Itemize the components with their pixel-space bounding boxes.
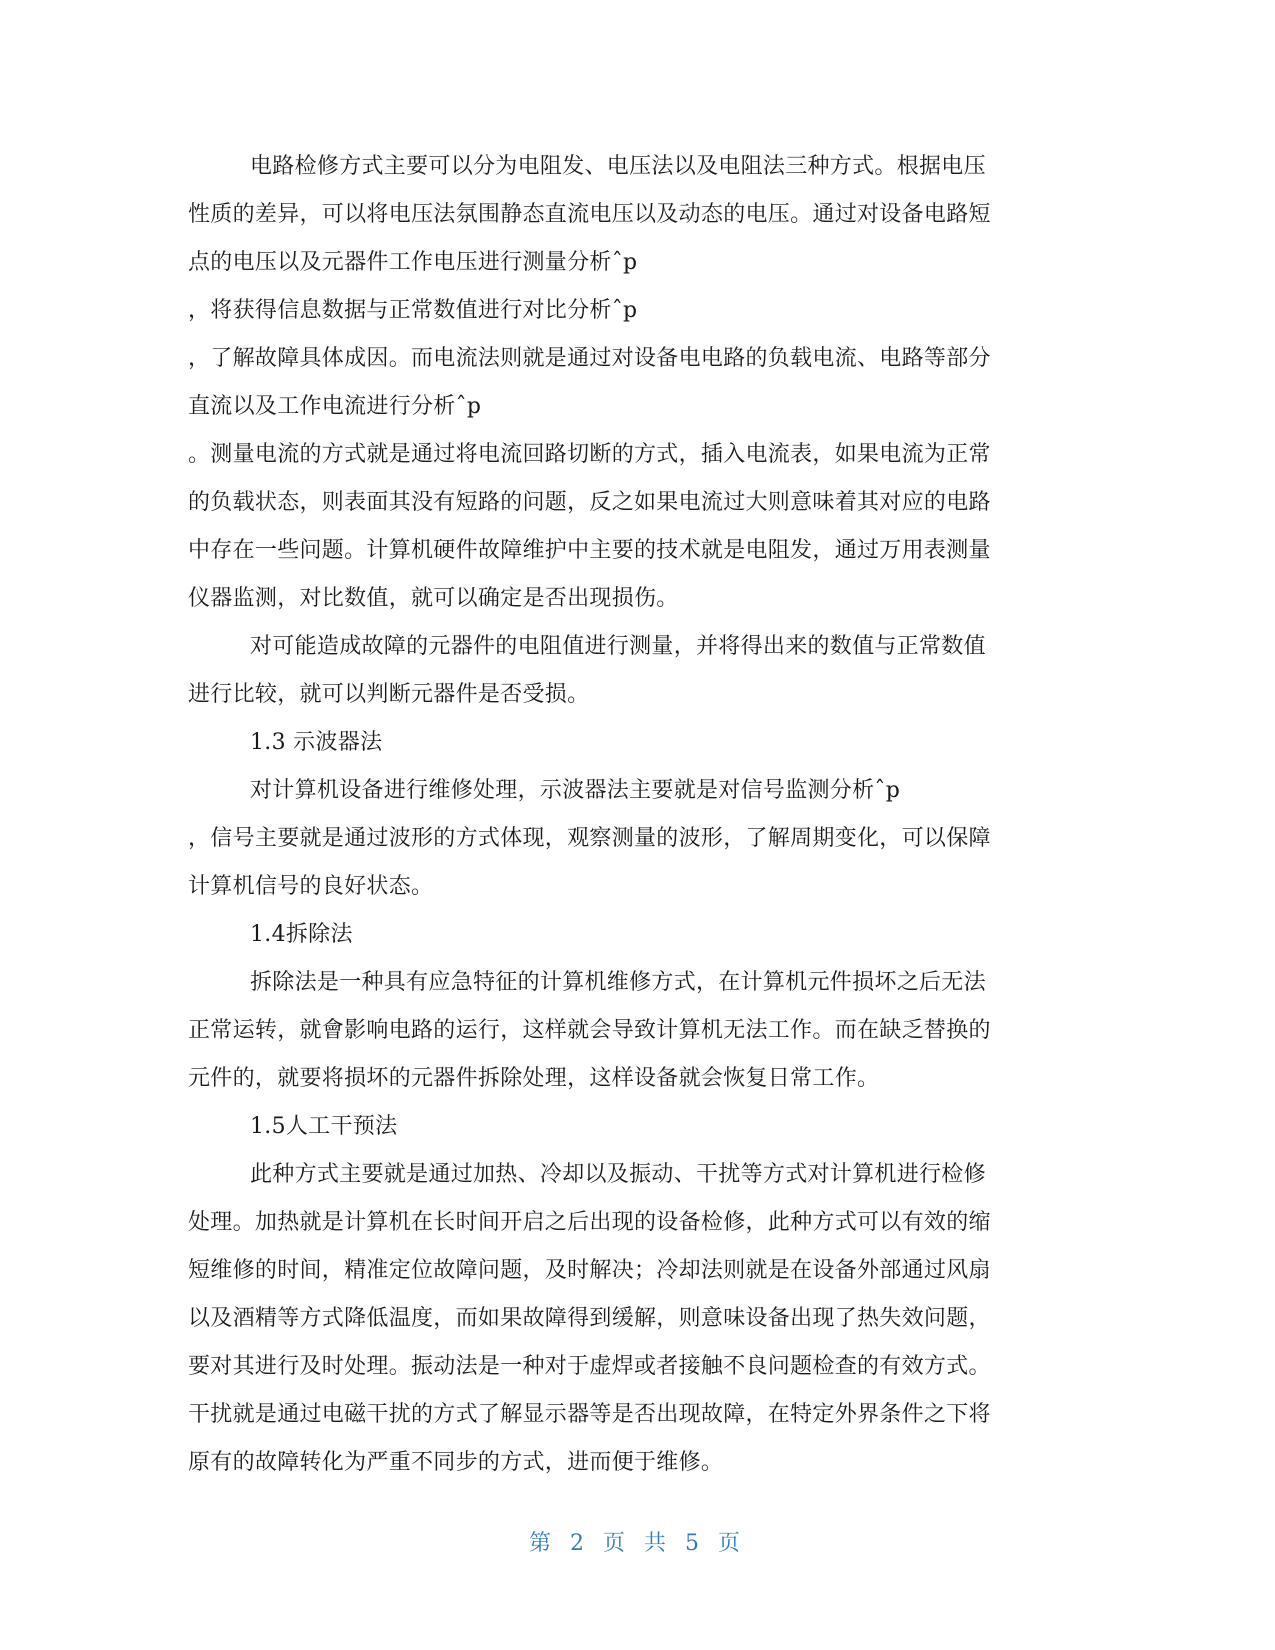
paragraph-line: 中存在一些问题。计算机硬件故障维护中主要的技术就是电阻发，通过万用表测量 xyxy=(188,538,991,563)
paragraph-line: ，信号主要就是通过波形的方式体现，观察测量的波形，了解周期变化，可以保障 xyxy=(188,826,991,851)
paragraph-line: 。测量电流的方式就是通过将电流回路切断的方式，插入电流表，如果电流为正常 xyxy=(188,442,991,467)
paragraph-line: 对计算机设备进行维修处理，示波器法主要就是对信号监测分析ˆp xyxy=(250,778,901,803)
paragraph-line: ，将获得信息数据与正常数值进行对比分析ˆp xyxy=(188,298,638,323)
paragraph-line: 短维修的时间，精准定位故障问题，及时解决；冷却法则就是在设备外部通过风扇 xyxy=(188,1258,991,1283)
paragraph-line: 元件的，就要将损坏的元器件拆除处理，这样设备就会恢复日常工作。 xyxy=(188,1066,880,1091)
paragraph-line: 拆除法是一种具有应急特征的计算机维修方式，在计算机元件损坏之后无法 xyxy=(250,970,986,995)
paragraph-line: 原有的故障转化为严重不同步的方式，进而便于维修。 xyxy=(188,1450,724,1475)
paragraph-line: 计算机信号的良好状态。 xyxy=(188,874,434,899)
paragraph-line: 以及酒精等方式降低温度，而如果故障得到缓解，则意味设备出现了热失效问题， xyxy=(188,1306,991,1331)
paragraph-line: 进行比较，就可以判断元器件是否受损。 xyxy=(188,682,590,707)
section-heading: 1.5人工干预法 xyxy=(250,1114,398,1139)
paragraph-line: 正常运转，就會影响电路的运行，这样就会导致计算机无法工作。而在缺乏替换的 xyxy=(188,1018,991,1043)
page-number-footer: 第 2 页 共 5 页 xyxy=(529,1531,746,1556)
paragraph-line: 仪器监测，对比数值，就可以确定是否出现损伤。 xyxy=(188,586,679,611)
paragraph-line: 要对其进行及时处理。振动法是一种对于虚焊或者接触不良问题检查的有效方式。 xyxy=(188,1354,991,1379)
paragraph-line: 性质的差异，可以将电压法氛围静态直流电压以及动态的电压。通过对设备电路短 xyxy=(188,202,991,227)
section-heading: 1.3 示波器法 xyxy=(250,730,383,755)
paragraph-line: 的负载状态，则表面其没有短路的问题，反之如果电流过大则意味着其对应的电路 xyxy=(188,490,991,515)
paragraph-line: 对可能造成故障的元器件的电阻值进行测量，并将得出来的数值与正常数值 xyxy=(250,634,986,659)
paragraph-line: 电路检修方式主要可以分为电阻发、电压法以及电阻法三种方式。根据电压 xyxy=(250,154,986,179)
paragraph-line: 直流以及工作电流进行分析ˆp xyxy=(188,394,482,419)
paragraph-line: 干扰就是通过电磁干扰的方式了解显示器等是否出现故障，在特定外界条件之下将 xyxy=(188,1402,991,1427)
paragraph-line: 点的电压以及元器件工作电压进行测量分析ˆp xyxy=(188,250,638,275)
body-text xyxy=(188,143,1088,1487)
paragraph-line: ，了解故障具体成因。而电流法则就是通过对设备电电路的负载电流、电路等部分 xyxy=(188,346,991,371)
paragraph-line: 处理。加热就是计算机在长时间开启之后出现的设备检修，此种方式可以有效的缩 xyxy=(188,1210,991,1235)
paragraph-line: 此种方式主要就是通过加热、冷却以及振动、干扰等方式对计算机进行检修 xyxy=(250,1162,986,1187)
section-heading: 1.4拆除法 xyxy=(250,922,353,947)
